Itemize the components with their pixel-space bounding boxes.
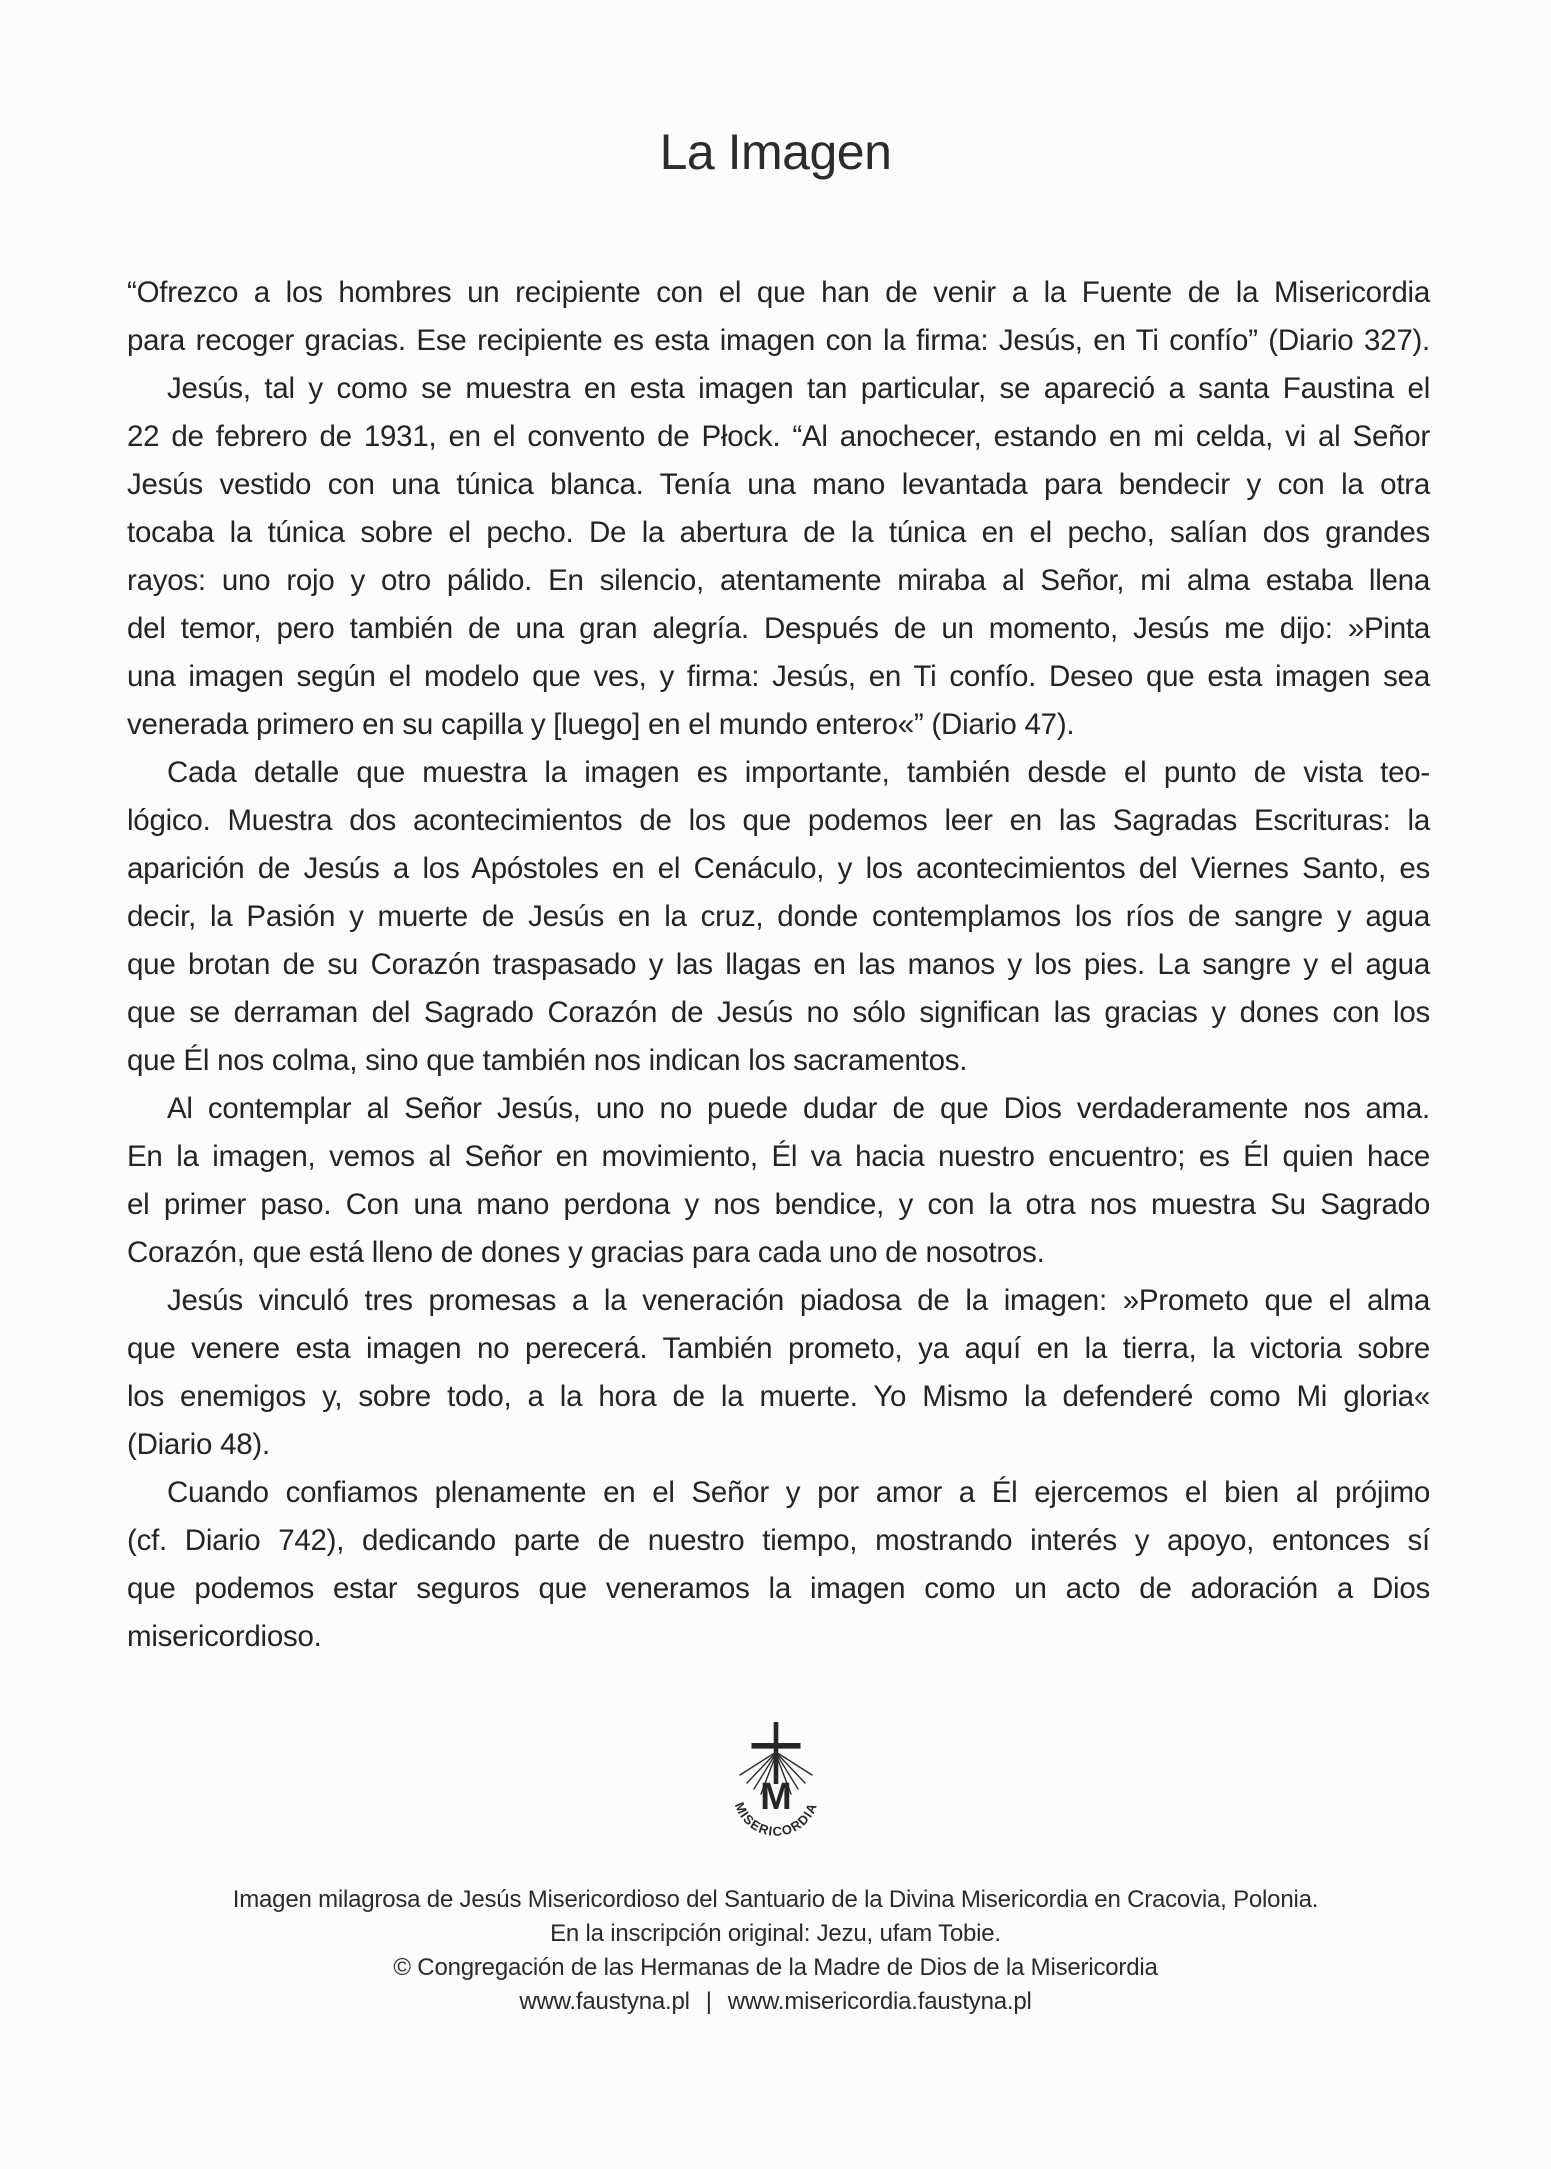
text-line: Jesús vinculó tres promesas a la veneración piadosa de la imagen: »Prometo que el alma <box>167 1284 1430 1317</box>
text-line: el primer paso. Con una mano perdona y nos bendice, y con la otra nos muestra Su Sagrado <box>127 1188 1430 1221</box>
text-line: rayos: uno rojo y otro pálido. En silencio, atentamente miraba al Señor, mi alma estaba llena <box>127 564 1430 597</box>
text-line: que podemos estar seguros que veneramos la imagen como un acto de adoración a Dios <box>127 1572 1430 1605</box>
paragraph <box>127 365 1430 749</box>
website-link: www.faustyna.pl <box>519 1988 690 2015</box>
article-body <box>127 269 1430 1661</box>
footer-caption-line: En la inscripción original: Jezu, ufam Tobie. <box>550 1920 1001 1947</box>
footer-caption-line: Imagen milagrosa de Jesús Misericordioso del Santuario de la Divina Misericordia en Cracovia, Polonia. <box>232 1886 1319 1913</box>
text-line: aparición de Jesús a los Apóstoles en el Cenáculo, y los acontecimientos del Viernes Santo, es <box>127 852 1430 885</box>
text-line: del temor, pero también de una gran alegría. Después de un momento, Jesús me dijo: »Pinta <box>127 612 1430 645</box>
paragraph <box>127 1085 1430 1277</box>
text-line: “Ofrezco a los hombres un recipiente con el que han de venir a la Fuente de la Misericordia <box>127 276 1430 309</box>
paragraph <box>127 269 1430 365</box>
text-line: Al contemplar al Señor Jesús, uno no puede dudar de que Dios verdaderamente nos ama. <box>167 1092 1430 1125</box>
text-line: lógico. Muestra dos acontecimientos de los que podemos leer en las Sagradas Escrituras: la <box>127 804 1430 837</box>
text-line: Corazón, que está lleno de dones y gracias para cada uno de nosotros. <box>127 1236 1045 1269</box>
text-line: (cf. Diario 742), dedicando parte de nuestro tiempo, mostrando interés y apoyo, entonces sí <box>127 1524 1430 1557</box>
text-line: una imagen según el modelo que ves, y firma: Jesús, en Ti confío. Deseo que esta imagen sea <box>127 660 1430 693</box>
text-line: que venere esta imagen no perecerá. También prometo, ya aquí en la tierra, la victoria sobre <box>127 1332 1430 1365</box>
paragraph <box>127 749 1430 1085</box>
footer-websites <box>0 1985 1551 2019</box>
separator: | <box>705 1988 712 2015</box>
footer-caption-lines <box>0 1883 1551 1985</box>
text-line: los enemigos y, sobre todo, a la hora de la muerte. Yo Mismo la defenderé como Mi gloria« <box>127 1380 1430 1413</box>
page-title: La Imagen <box>659 124 892 180</box>
paragraph <box>127 1469 1430 1661</box>
document-page <box>0 123 1551 2169</box>
text-line: que se derraman del Sagrado Corazón de Jesús no sólo significan las gracias y dones con los <box>127 996 1430 1029</box>
text-line: Jesús, tal y como se muestra en esta imagen tan particular, se apareció a santa Faustina el <box>167 372 1430 405</box>
paragraph <box>127 1277 1430 1469</box>
text-line: decir, la Pasión y muerte de Jesús en la cruz, donde contemplamos los ríos de sangre y agua <box>127 900 1430 933</box>
text-line: (Diario 48). <box>127 1428 270 1461</box>
footer <box>0 1883 1551 2019</box>
logo-arc-text: MISERICORDIA <box>731 1799 820 1839</box>
website-link: www.misericordia.faustyna.pl <box>727 1988 1032 2015</box>
text-line: venerada primero en su capilla y [luego] en el mundo entero«” (Diario 47). <box>127 708 1075 741</box>
text-line: En la imagen, vemos al Señor en movimiento, Él va hacia nuestro encuentro; es Él quien hace <box>127 1140 1430 1173</box>
text-line: que brotan de su Corazón traspasado y las llagas en las manos y los pies. La sangre y el agua <box>127 948 1430 981</box>
text-line: 22 de febrero de 1931, en el convento de Płock. “Al anochecer, estando en mi celda, vi al Señor <box>127 420 1430 453</box>
text-line: Jesús vestido con una túnica blanca. Tenía una mano levantada para bendecir y con la otra <box>127 468 1430 501</box>
text-line: tocaba la túnica sobre el pecho. De la abertura de la túnica en el pecho, salían dos grandes <box>127 516 1430 549</box>
text-line: para recoger gracias. Ese recipiente es esta imagen con la firma: Jesús, en Ti confío” (Diario 327). <box>127 324 1430 357</box>
text-line: misericordioso. <box>127 1620 322 1653</box>
footer-caption-line: © Congregación de las Hermanas de la Madre de Dios de la Misericordia <box>393 1954 1158 1981</box>
text-line: Cuando confiamos plenamente en el Señor y por amor a Él ejercemos el bien al prójimo <box>167 1476 1430 1509</box>
misericordia-logo <box>714 1708 838 1848</box>
cross-icon <box>751 1722 800 1784</box>
text-line: que Él nos colma, sino que también nos indican los sacramentos. <box>127 1044 968 1077</box>
text-line: Cada detalle que muestra la imagen es importante, también desde el punto de vista teo- <box>167 756 1430 789</box>
logo-monogram: M <box>759 1776 792 1818</box>
